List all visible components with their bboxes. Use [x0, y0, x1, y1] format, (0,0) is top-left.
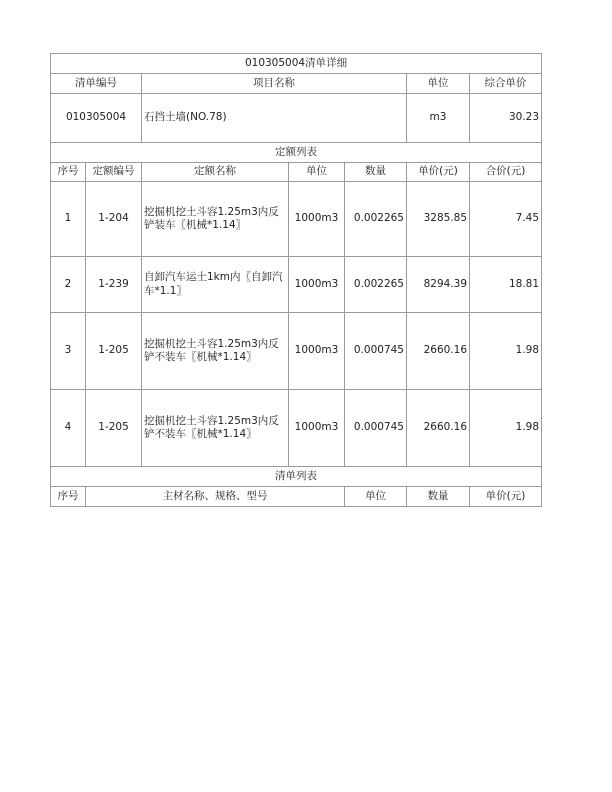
quota-code: 1-239 — [86, 257, 142, 313]
quota-unit: 1000m3 — [289, 257, 345, 313]
quota-unit-header: 单位 — [289, 163, 345, 182]
quota-seq-header: 序号 — [51, 163, 86, 182]
quota-code: 1-204 — [86, 182, 142, 257]
quota-row — [51, 313, 542, 390]
quota-qty: 0.002265 — [345, 257, 407, 313]
quota-total: 7.45 — [470, 182, 542, 257]
quota-row — [51, 257, 542, 313]
quota-total: 1.98 — [470, 390, 542, 467]
quota-qty: 0.000745 — [345, 313, 407, 390]
quota-price: 8294.39 — [407, 257, 470, 313]
quota-qty-header: 数量 — [345, 163, 407, 182]
bill-detail-table — [50, 53, 542, 507]
quota-price: 2660.16 — [407, 313, 470, 390]
quota-seq: 2 — [51, 257, 86, 313]
quota-unit: 1000m3 — [289, 313, 345, 390]
quota-row — [51, 182, 542, 257]
quota-name-header: 定额名称 — [142, 163, 289, 182]
bill-detail-sheet — [50, 53, 541, 507]
bill-name: 石挡土墙(NO.78) — [142, 94, 407, 143]
quota-seq: 1 — [51, 182, 86, 257]
bill-price-header: 综合单价 — [470, 74, 542, 94]
quota-qty: 0.000745 — [345, 390, 407, 467]
quota-unit: 1000m3 — [289, 390, 345, 467]
quota-row — [51, 390, 542, 467]
material-unit-header: 单位 — [345, 487, 407, 507]
quota-seq: 3 — [51, 313, 86, 390]
material-price-header: 单价(元) — [470, 487, 542, 507]
quota-qty: 0.002265 — [345, 182, 407, 257]
sheet-title: 010305004清单详细 — [51, 54, 542, 74]
quota-code-header: 定额编号 — [86, 163, 142, 182]
quota-name: 挖掘机挖土斗容1.25m3内反铲装车〖机械*1.14〗 — [142, 182, 289, 257]
quota-seq: 4 — [51, 390, 86, 467]
material-qty-header: 数量 — [407, 487, 470, 507]
quota-total-header: 合价(元) — [470, 163, 542, 182]
quota-code: 1-205 — [86, 313, 142, 390]
material-name-header: 主材名称、规格、型号 — [86, 487, 345, 507]
bill-code: 010305004 — [51, 94, 142, 143]
quota-name: 自卸汽车运土1km内〖自卸汽车*1.1〗 — [142, 257, 289, 313]
bill-unit-header: 单位 — [407, 74, 470, 94]
quota-code: 1-205 — [86, 390, 142, 467]
quota-section-title: 定额列表 — [51, 143, 542, 163]
quota-price: 3285.85 — [407, 182, 470, 257]
quota-price-header: 单价(元) — [407, 163, 470, 182]
quota-unit: 1000m3 — [289, 182, 345, 257]
quota-price: 2660.16 — [407, 390, 470, 467]
quota-total: 1.98 — [470, 313, 542, 390]
material-section-title: 清单列表 — [51, 467, 542, 487]
quota-name: 挖掘机挖土斗容1.25m3内反铲不装车〖机械*1.14〗 — [142, 390, 289, 467]
quota-name: 挖掘机挖土斗容1.25m3内反铲不装车〖机械*1.14〗 — [142, 313, 289, 390]
bill-unit: m3 — [407, 94, 470, 143]
bill-name-header: 项目名称 — [142, 74, 407, 94]
material-seq-header: 序号 — [51, 487, 86, 507]
bill-price: 30.23 — [470, 94, 542, 143]
bill-code-header: 清单编号 — [51, 74, 142, 94]
quota-total: 18.81 — [470, 257, 542, 313]
